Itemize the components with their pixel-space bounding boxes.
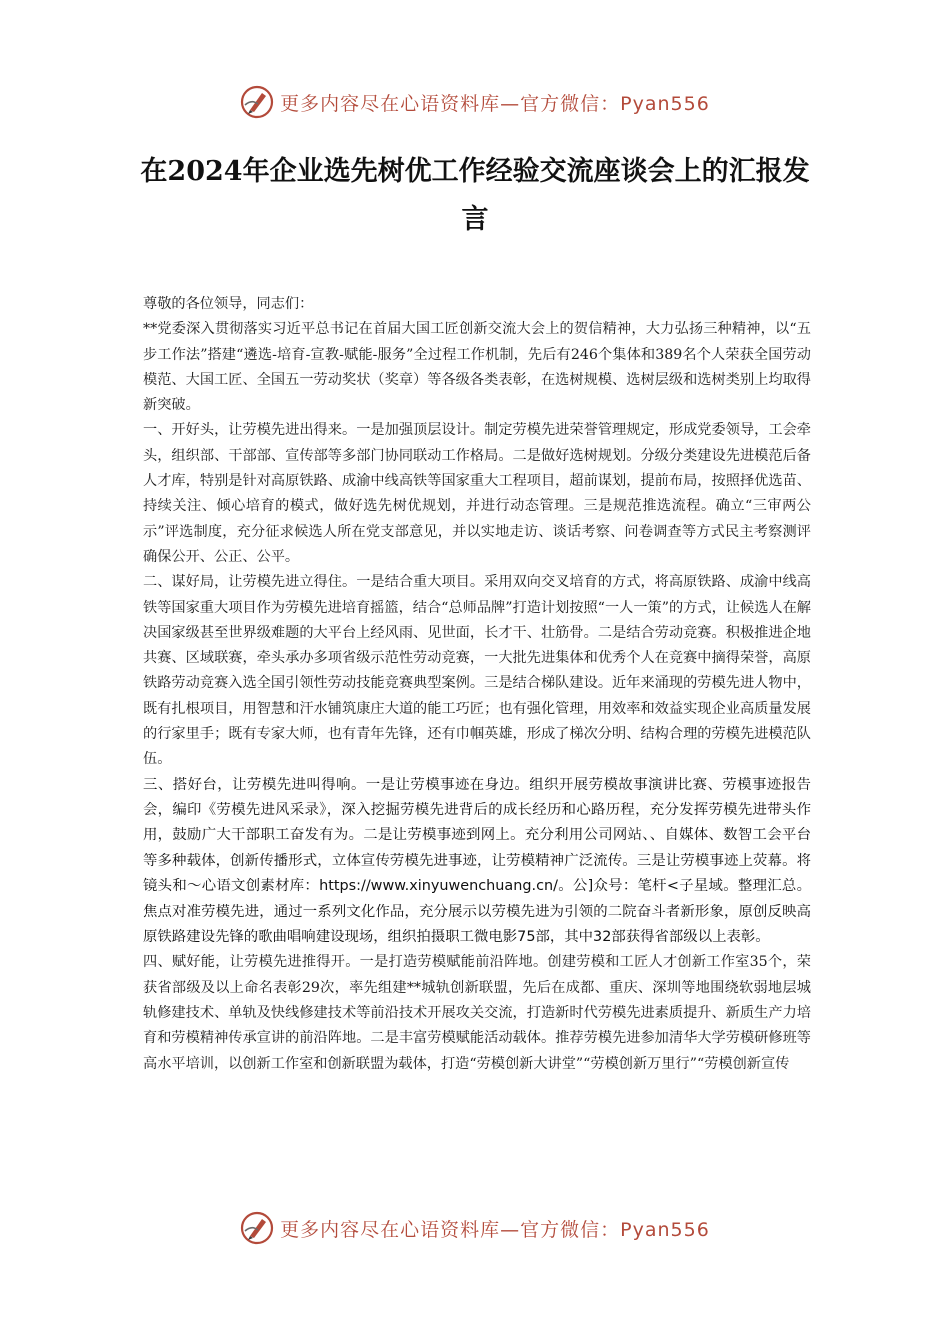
salutation: 尊敬的各位领导，同志们： (143, 296, 314, 312)
paragraph-intro: **党委深入贯彻落实习近平总书记在首届大国工匠创新交流大会上的贺信精神，大力弘扬三种精神，以“五步工作法”搭建“遴选-培育-宣教-赋能-服务”全过程工作机制，先后有246个集体和389名个人荣获全国劳动模范、大国工匠、全国五一劳动奖状（奖章）等各级各类表彰，在选树规模、选树层级和选树类别上均取得新突破。 (143, 321, 811, 414)
footer-banner (0, 1206, 950, 1250)
pen-logo-icon (240, 1211, 274, 1245)
paragraph-section-2: 二、谋好局，让劳模先进立得住。一是结合重大项目。采用双向交叉培育的方式，将高原铁路、成渝中线高铁等国家重大项目作为劳模先进培育摇篮，结合“总师品牌”打造计划按照“一人一策”的方式，让候选人在解决国家级甚至世界级难题的大平台上经风雨、见世面，长才干、壮筋骨。二是结合劳动竞赛。积极推进企地共赛、区域联赛，牵头承办多项省级示范性劳动竞赛，一大批先进集体和优秀个人在竞赛中摘得荣誉，高原铁路劳动竞赛入选全国引领性劳动技能竞赛典型案例。三是结合梯队建设。近年来涌现的劳模先进人物中，既有扎根项目，用智慧和汗水铺筑康庄大道的能工巧匠；也有强化管理，用效率和效益实现企业高质量发展的行家里手；既有专家大师，也有青年先锋，还有巾帼英雄，形成了梯次分明、结构合理的劳模先进模范队伍。 (143, 574, 811, 768)
paragraph-section-1: 一、开好头，让劳模先进出得来。一是加强顶层设计。制定劳模先进荣誉管理规定，形成党委领导，工会牵头，组织部、干部部、宣传部等多部门协同联动工作格局。二是做好选树规划。分级分类建设先进模范后备人才库，特别是针对高原铁路、成渝中线高铁等国家重大工程项目，超前谋划，提前布局，按照择优选苗、持续关注、倾心培育的模式，做好选先树优规划，并进行动态管理。三是规范推选流程。确立“三审两公示”评选制度，充分征求候选人所在党支部意见，并以实地走访、谈话考察、问卷调查等方式民主考察测评确保公开、公正、公平。 (143, 422, 811, 565)
banner-text: 更多内容尽在心语资料库—官方微信：Pyan556 (280, 1218, 710, 1241)
document-body (143, 292, 811, 1077)
header-banner (0, 80, 950, 124)
paragraph-section-4: 四、赋好能，让劳模先进推得开。一是打造劳模赋能前沿阵地。创建劳模和工匠人才创新工作室35个，荣获省部级及以上命名表彰29次，率先组建**城轨创新联盟，先后在成都、重庆、深圳等地围绕软弱地层城轨修建技术、单轨及快线修建技术等前沿技术开展攻关交流，打造新时代劳模先进素质提升、新质生产力培育和劳模精神传承宣讲的前沿阵地。二是丰富劳模赋能活动载体。推荐劳模先进参加清华大学劳模研修班等高水平培训，以创新工作室和创新联盟为载体，打造“劳模创新大讲堂”“劳模创新万里行”“劳模创新宣传 (143, 954, 811, 1072)
document-title: 在2024年企业选先树优工作经验交流座谈会上的汇报发言 (140, 156, 810, 235)
paragraph-section-3: 三、搭好台，让劳模先进叫得响。一是让劳模事迹在身边。组织开展劳模故事演讲比赛、劳模事迹报告会，编印《劳模先进风采录》，深入挖掘劳模先进背后的成长经历和心路历程，充分发挥劳模先进带头作用，鼓励广大干部职工奋发有为。二是让劳模事迹到网上。充分利用公司网站、、自媒体、数智工会平台等多种载体，创新传播形式，立体宣传劳模先进事迹，让劳模精神广泛流传。三是让劳模事迹上荧幕。将镜头和～心语文创素材库：https://www.xinyuwenchuang.cn/。公]众号：笔杆<子星域。整理汇总。焦点对准劳模先进，通过一系列文化作品，充分展示以劳模先进为引领的二院奋斗者新形象，原创反映高原铁路建设先锋的歌曲唱响建设现场，组织拍摄职工微电影75部，其中32部获得省部级以上表彰。 (143, 776, 811, 946)
banner-text: 更多内容尽在心语资料库—官方微信：Pyan556 (280, 92, 710, 115)
pen-logo-icon (240, 85, 274, 119)
